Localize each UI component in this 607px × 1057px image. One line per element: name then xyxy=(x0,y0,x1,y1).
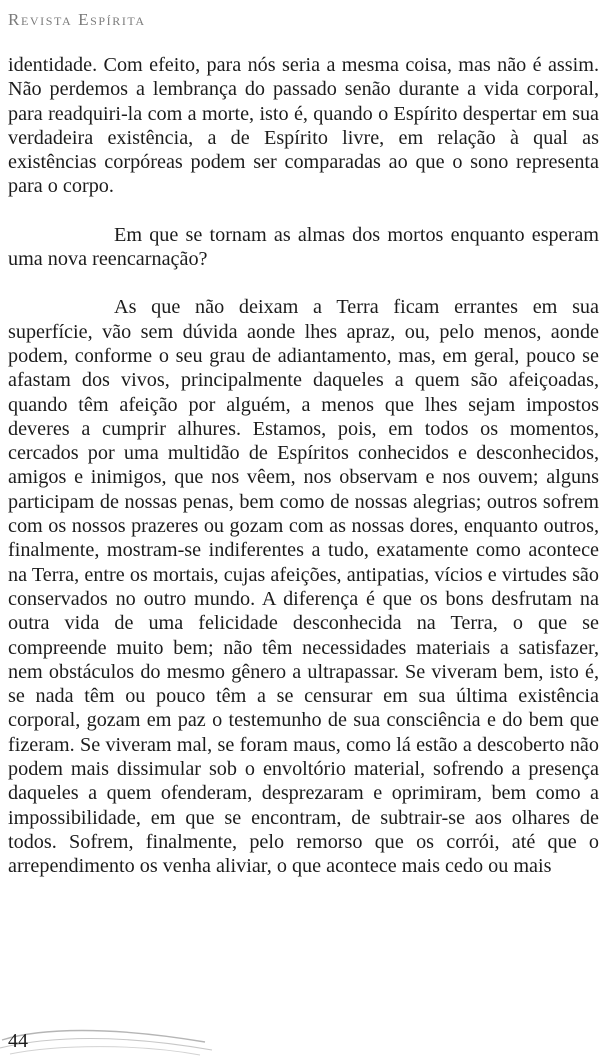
decorative-swash-icon xyxy=(0,1020,215,1057)
paragraph-question: Em que se tornam as almas dos mortos enquanto esperam uma nova reencarnação? xyxy=(8,223,599,271)
page-body xyxy=(8,53,599,879)
paragraph-continuation: identidade. Com efeito, para nós seria a mesma coisa, mas não é assim. Não perdemos a lembrança do passado senão durante a vida corporal, para readquiri-la com a morte, isto é, quando o Espírito despertar em sua verdadeira existência, a de Espírito livre, em relação à qual as existências corpóreas podem ser comparadas ao que o sono representa para o corpo. xyxy=(8,54,599,198)
paragraph-answer: As que não deixam a Terra ficam errantes em sua superfície, vão sem dúvida aonde lhes apraz, ou, pelo menos, aonde podem, conforme o seu grau de adiantamento, mas, em geral, pouco se afastam dos vivos, principalmente daqueles a quem são afeiçoadas, quando têm afeição por alguém, a menos que lhes sejam impostos deveres a cumprir alhures. Estamos, pois, em todos os momentos, cercados por uma multidão de Espíritos conhecidos e desconhecidos, amigos e inimigos, que nos vêem, nos observam e nos ouvem; alguns participam de nossas penas, bem como de nossas alegrias; outros sofrem com os nossos prazeres ou gozam com as nossas dores, enquanto outros, finalmente, mostram-se indiferentes a tudo, exatamente como acontece na Terra, entre os mortais, cujas afeições, antipatias, vícios e virtudes são conservados no outro mundo. A diferença é que os bons desfrutam na outra vida de uma felicidade desconhecida na Terra, o que se compreende muito bem; não têm necessidades materiais a satisfazer, nem obstáculos do mesmo gênero a ultrapassar. Se viveram bem, isto é, se nada têm ou pouco têm a se censurar em sua última existência corporal, gozam em paz o testemunho de sua consciência e do bem que fizeram. Se viveram mal, se foram maus, como lá estão a descoberto não podem mais dissimular sob o envoltório material, sofrendo a presença daqueles a quem ofenderam, desprezaram e oprimiram, bem como a impossibilidade, em que se encontram, de subtrair-se aos olhares de todos. Sofrem, finalmente, pelo remorso que os corrói, até que o arrependimento os venha aliviar, o que acontece mais cedo ou mais xyxy=(8,296,599,878)
page-number: 44 xyxy=(8,1030,28,1052)
running-header: Revista Espírita xyxy=(8,10,146,29)
